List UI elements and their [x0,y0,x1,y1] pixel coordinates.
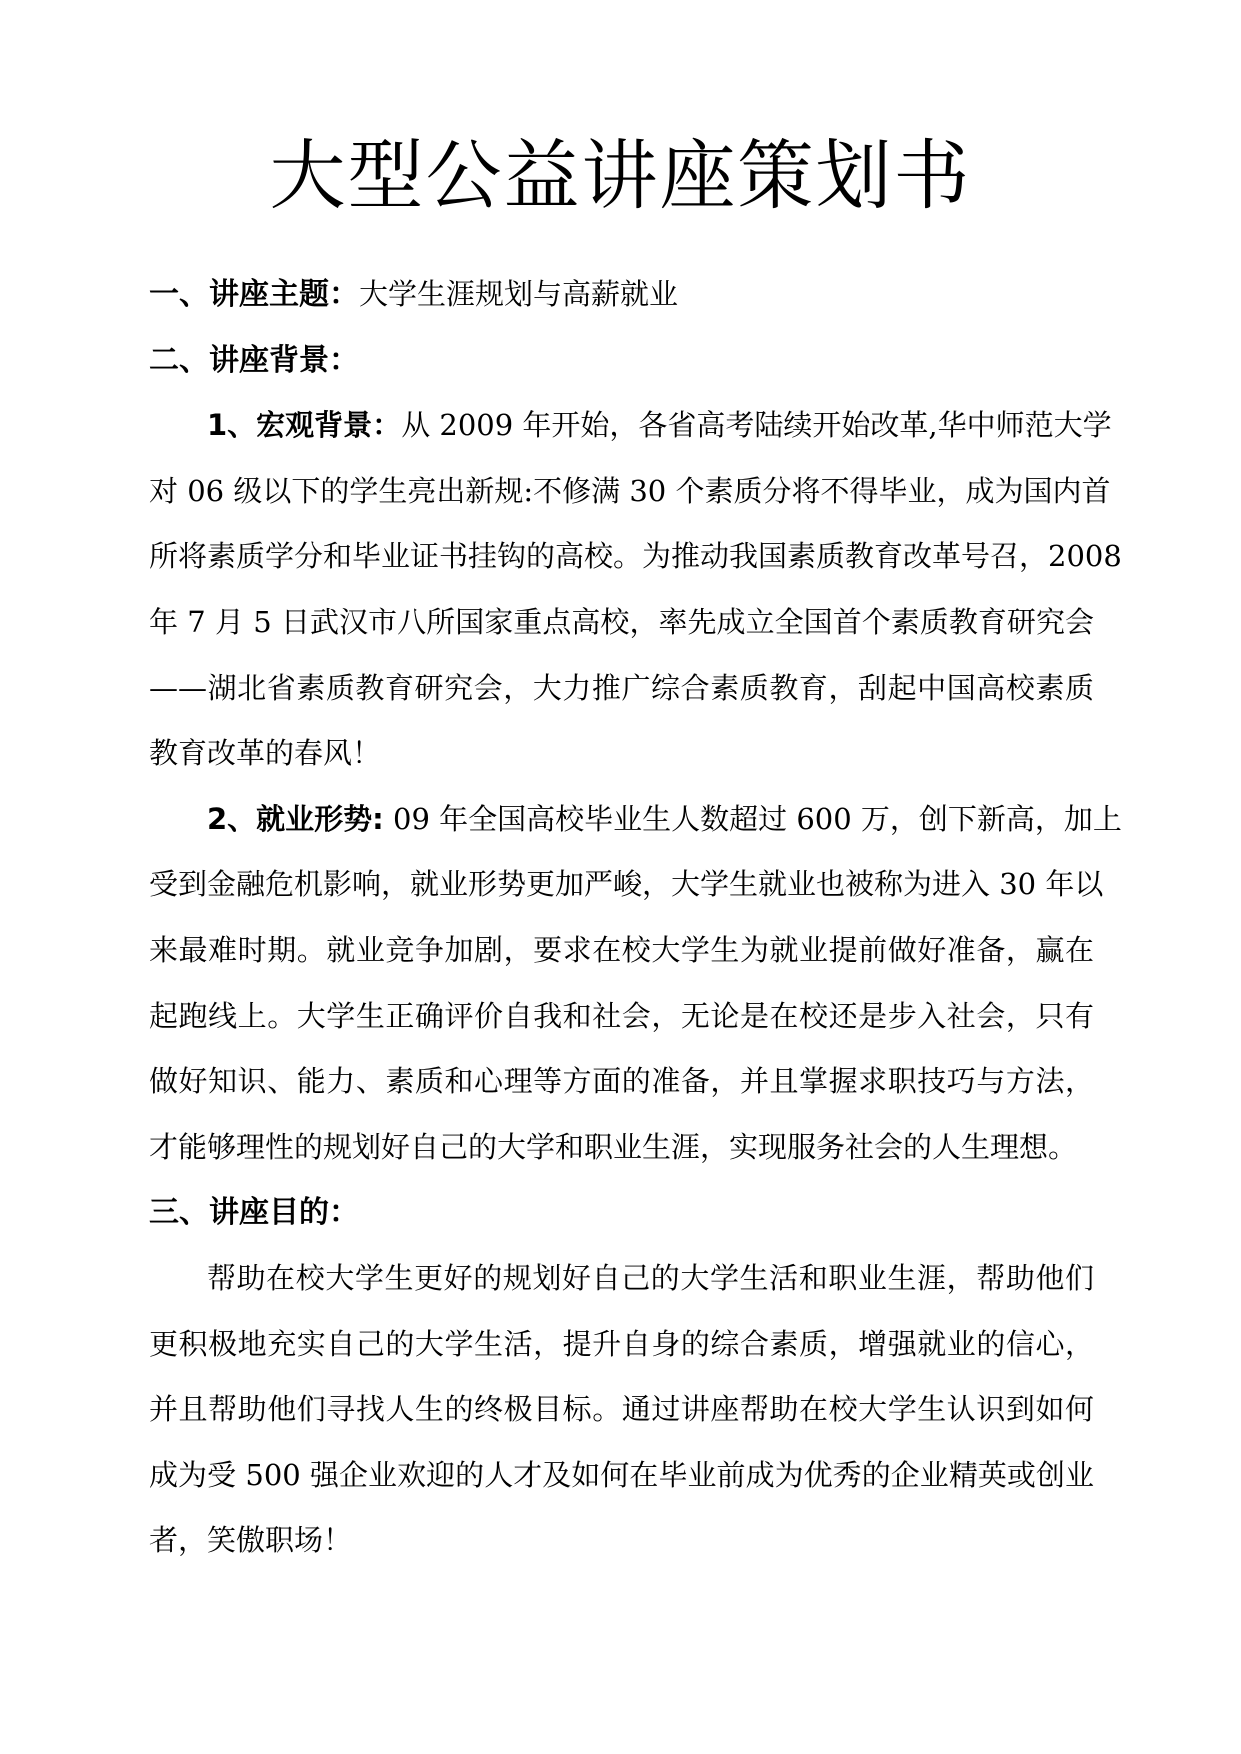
paragraph-line: 成为受 500 强企业欢迎的人才及如何在毕业前成为优秀的企业精英或创业 [149,1457,1094,1492]
paragraph-line: 起跑线上。大学生正确评价自我和社会，无论是在校还是步入社会，只有 [149,998,1094,1033]
paragraph-line: 才能够理性的规划好自己的大学和职业生涯，实现服务社会的人生理想。 [149,1129,1078,1164]
paragraph-line [149,393,1112,459]
paragraph-line: 对 06 级以下的学生亮出新规:不修满 30 个素质分将不得毕业，成为国内首 [149,473,1111,508]
document-title: 大型公益讲座策划书 [269,131,972,220]
paragraph-line: 受到金融危机影响，就业形势更加严峻，大学生就业也被称为进入 30 年以 [149,867,1104,902]
item-1-text: 从 2009 年开始，各省高考陆续开始改革,华中师范大学 [401,408,1112,443]
paragraph-line: 教育改革的春风！ [149,736,382,771]
section-2-heading: 二、讲座背景： [149,342,359,378]
paragraph-line: 更积极地充实自己的大学生活，提升自身的综合素质，增强就业的信心， [149,1326,1094,1361]
item-2-label: 2、就业形势: [207,801,384,836]
section-1-heading: 一、讲座主题： [149,277,359,312]
paragraph-line: 并且帮助他们寻找人生的终极目标。通过讲座帮助在校大学生认识到如何 [149,1392,1094,1427]
section-3-heading: 三、讲座目的： [149,1195,359,1231]
section-1-heading-line [149,262,1094,328]
paragraph-line: 者，笑傲职场！ [149,1523,353,1558]
paragraph-line: 来最难时期。就业竞争加剧，要求在校大学生为就业提前做好准备，赢在 [149,932,1094,967]
document-body [149,262,1122,1574]
section-1-value: 大学生涯规划与高薪就业 [359,277,679,311]
paragraph-line: ——湖北省素质教育研究会，大力推广综合素质教育，刮起中国高校素质 [149,670,1094,705]
item-2-text: 09 年全国高校毕业生人数超过 600 万，创下新高，加上 [383,801,1122,836]
paragraph-line: 做好知识、能力、素质和心理等方面的准备，并且掌握求职技巧与方法， [149,1064,1094,1099]
item-1-label: 1、宏观背景： [207,408,402,443]
paragraph-line: 所将素质学分和毕业证书挂钩的高校。为推动我国素质教育改革号召，2008 [149,539,1122,574]
paragraph-line: 帮助在校大学生更好的规划好自己的大学生活和职业生涯，帮助他们 [207,1260,1094,1295]
paragraph-line [149,787,1122,853]
paragraph-line: 年 7 月 5 日武汉市八所国家重点高校，率先成立全国首个素质教育研究会 [149,604,1094,639]
